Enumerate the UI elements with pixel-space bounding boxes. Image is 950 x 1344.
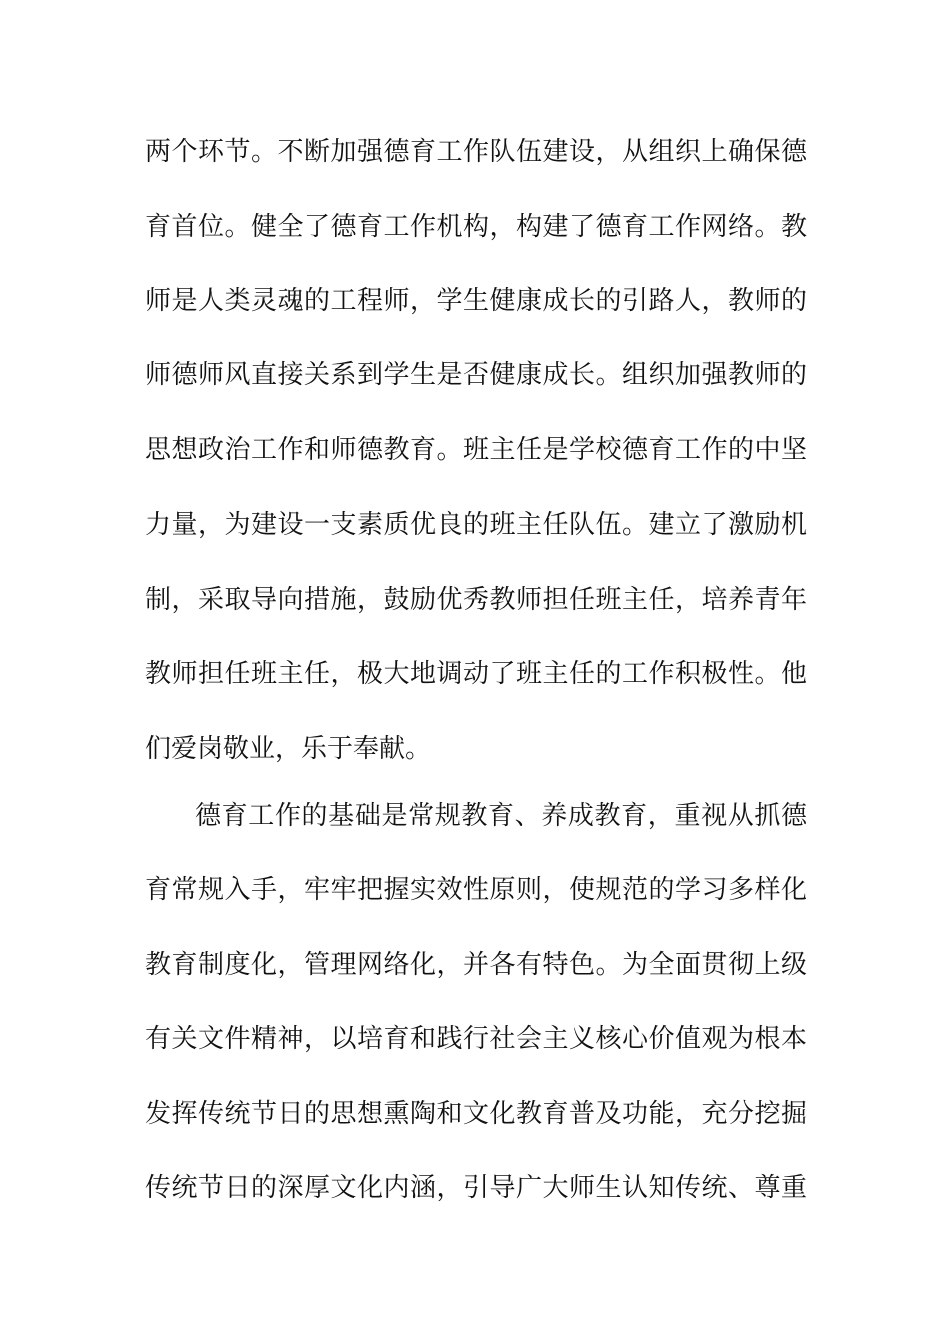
text-line: 教育制度化，管理网络化，并各有特色。为全面贯彻上级 [145, 950, 807, 980]
text-line: 两个环节。不断加强德育工作队伍建设，从组织上确保德 [145, 137, 807, 167]
text-line: 育首位。健全了德育工作机构，构建了德育工作网络。教 [145, 212, 807, 242]
text-line: 们爱岗敬业，乐于奉献。 [145, 734, 432, 764]
text-line: 制，采取导向措施，鼓励优秀教师担任班主任，培养青年 [145, 585, 807, 615]
text-line: 师是人类灵魂的工程师，学生健康成长的引路人，教师的 [145, 286, 807, 316]
text-line: 发挥传统节日的思想熏陶和文化教育普及功能，充分挖掘 [145, 1099, 807, 1129]
text-line: 德育工作的基础是常规教育、养成教育，重视从抓德 [195, 801, 807, 831]
text-line: 传统节日的深厚文化内涵，引导广大师生认知传统、尊重 [145, 1173, 807, 1203]
text-line: 师德师风直接关系到学生是否健康成长。组织加强教师的 [145, 360, 807, 390]
text-line: 有关文件精神，以培育和践行社会主义核心价值观为根本 [145, 1024, 807, 1054]
text-line: 力量，为建设一支素质优良的班主任队伍。建立了激励机 [145, 510, 807, 540]
text-line: 思想政治工作和师德教育。班主任是学校德育工作的中坚 [145, 435, 807, 465]
text-line: 教师担任班主任，极大地调动了班主任的工作积极性。他 [145, 659, 807, 689]
text-line: 育常规入手，牢牢把握实效性原则，使规范的学习多样化 [145, 875, 807, 905]
